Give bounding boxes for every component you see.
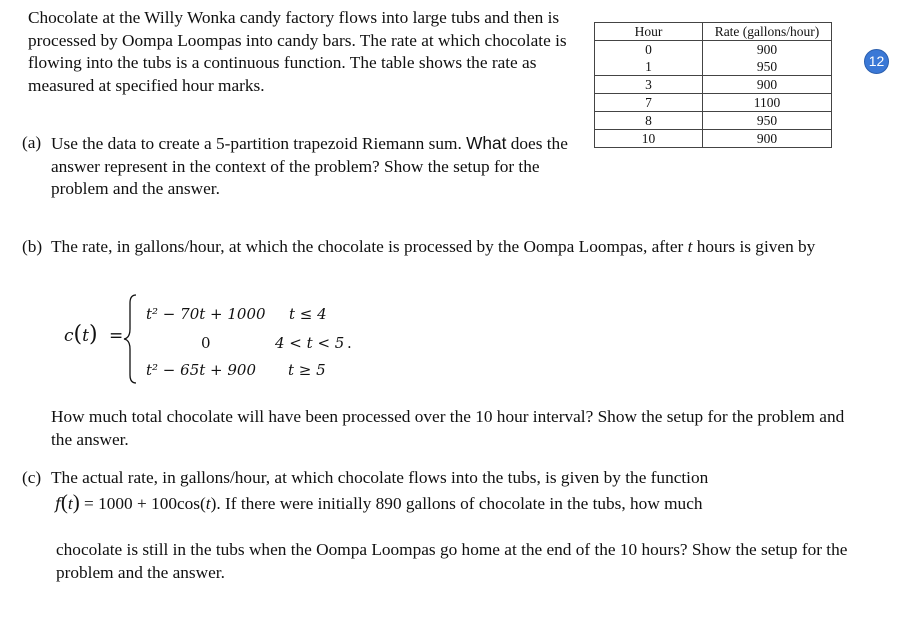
- cell-rate: 950: [703, 112, 832, 130]
- question-b-text-1: The rate, in gallons/hour, at which the chocolate is processed by the Oompa Loompas, after: [51, 237, 688, 256]
- cell-rate: 900: [703, 76, 832, 94]
- case-3-expr: t² − 65t + 900: [146, 361, 256, 379]
- piecewise-function: [64, 293, 384, 383]
- case-period: .: [347, 334, 352, 352]
- function-name: c: [64, 326, 74, 346]
- question-b-text: [51, 236, 851, 259]
- table-row: [595, 58, 832, 76]
- formula-t: t: [67, 493, 73, 513]
- cell-hour: 10: [595, 130, 703, 148]
- question-a-text-1: Use the data to create a 5-partition trapezoid Riemann sum.: [51, 134, 467, 153]
- table-row: [595, 94, 832, 112]
- formula-t2: t: [205, 493, 211, 513]
- question-a-what: What: [466, 133, 507, 153]
- cell-hour: 8: [595, 112, 703, 130]
- case-2-cond: 4 < t < 5: [275, 334, 345, 352]
- question-a-text-2: does the answer represent in the context of the problem? Show the setup for the problem and the answer.: [51, 134, 568, 199]
- question-c-label: (c): [22, 468, 42, 487]
- question-a-text: [51, 132, 581, 201]
- question-b-label: (b): [22, 237, 43, 256]
- comment-count-badge[interactable]: 12: [864, 49, 889, 74]
- cell-hour: 1: [595, 58, 703, 76]
- cell-rate: 900: [703, 41, 832, 59]
- function-equals: =: [108, 326, 124, 346]
- question-a-label: (a): [22, 133, 42, 152]
- question-b-var-t: t: [687, 237, 693, 256]
- function-var: t: [82, 326, 89, 346]
- intro-paragraph: Chocolate at the Willy Wonka candy factory flows into large tubs and then is processed by Oompa Loompas into candy bars. The rate at which chocolate is flowing into the tubs is a continuous function. The table shows the rate as measured at specified hour marks.: [28, 8, 567, 95]
- case-1-cond: t ≤ 4: [289, 305, 327, 323]
- cell-hour: 0: [595, 41, 703, 59]
- table-header-row: [595, 23, 832, 41]
- question-c-text-1: The actual rate, in gallons/hour, at which chocolate flows into the tubs, is given by the function: [51, 468, 709, 487]
- case-2-expr: 0: [201, 334, 211, 352]
- cell-hour: 7: [595, 94, 703, 112]
- table-row: [595, 76, 832, 94]
- question-b-followup: How much total chocolate will have been processed over the 10 hour interval? Show the setup for the problem and the answer.: [51, 407, 845, 449]
- formula-rest: = 1000 + 100cos(: [79, 493, 206, 513]
- table-row: [595, 41, 832, 59]
- case-1-expr: t² − 70t + 1000: [146, 305, 266, 323]
- header-hour: Hour: [595, 23, 703, 41]
- table-row: [595, 130, 832, 148]
- formula-close: ).: [210, 493, 221, 513]
- case-3-cond: t ≥ 5: [288, 361, 326, 379]
- rate-table: [594, 22, 832, 148]
- question-b-text-2: hours is given by: [692, 237, 816, 256]
- function-label: c(t) =: [64, 322, 124, 347]
- cell-hour: 3: [595, 76, 703, 94]
- cell-rate: 950: [703, 58, 832, 76]
- question-c-text: [51, 467, 851, 515]
- cell-rate: 900: [703, 130, 832, 148]
- cell-rate: 1100: [703, 94, 832, 112]
- left-brace-icon: [122, 293, 138, 385]
- header-rate: Rate (gallons/hour): [703, 23, 832, 41]
- question-c-text-2: If there were initially 890 gallons of chocolate in the tubs, how much: [220, 493, 703, 513]
- question-c-continuation: chocolate is still in the tubs when the Oompa Loompas go home at the end of the 10 hours? Show the setup for the problem and the answer.: [56, 540, 848, 582]
- question-c-formula-line: f(t) = 1000 + 100cos(t). If there were initially 890 gallons of chocolate in the tubs, how much: [55, 489, 703, 514]
- table-row: [595, 112, 832, 130]
- formula-f: f: [55, 493, 61, 513]
